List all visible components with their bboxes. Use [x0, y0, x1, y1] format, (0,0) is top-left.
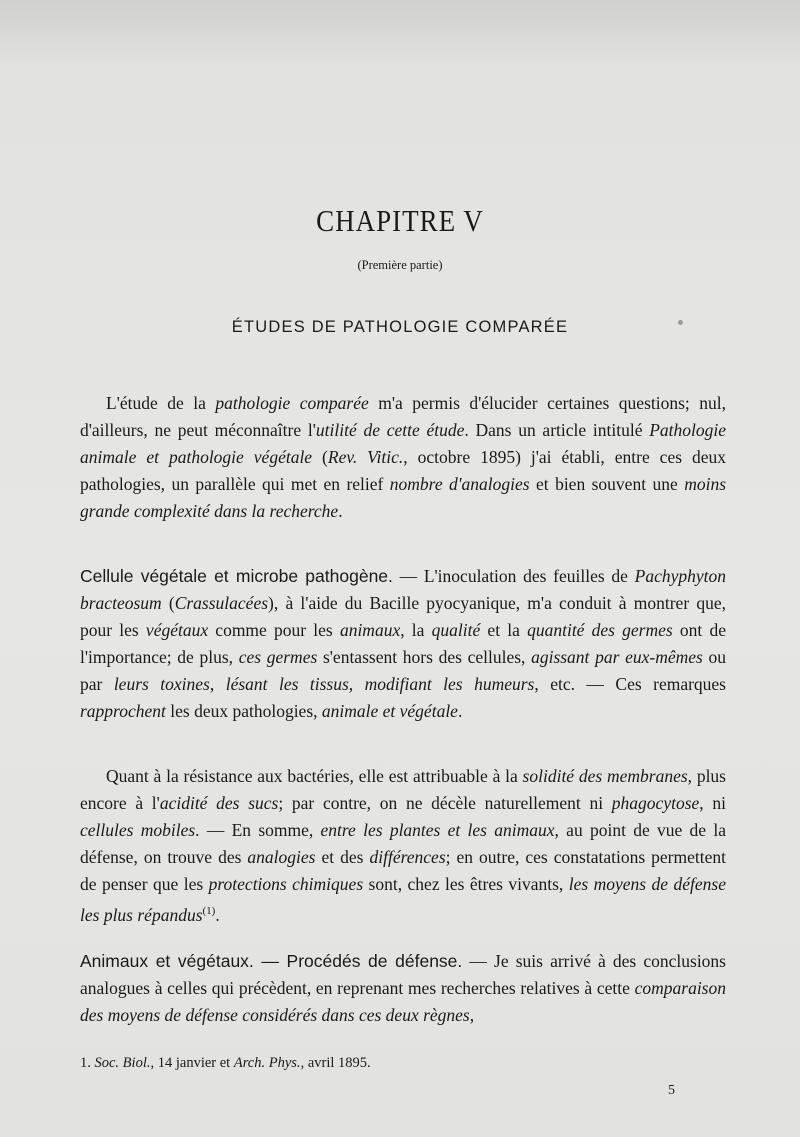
- resistance-paragraph: [80, 763, 726, 929]
- text-run: Je suis arrivé à des conclusions analogues à celles qui précèdent, en reprenant mes recherches relatives à cette: [80, 951, 726, 998]
- text-run: ; en outre, ces constatations permettent de penser que les: [80, 847, 726, 894]
- text-run: , plus encore à l': [80, 766, 726, 813]
- italic-run: pathologie comparée: [215, 393, 369, 413]
- text-run: (: [312, 447, 328, 467]
- footnote-ref: (1): [202, 905, 216, 917]
- italic-run: Crassulacées: [174, 593, 269, 613]
- italic-run: animale et végétale: [321, 701, 458, 721]
- text-run: et la: [480, 620, 528, 640]
- text-run: ou par: [80, 647, 727, 694]
- text-run: —: [392, 566, 424, 586]
- text-run: , etc. — Ces remarques: [534, 674, 726, 694]
- intro-paragraph: [80, 390, 726, 525]
- text-run: ; par contre, on ne décèle naturellement ni: [278, 793, 612, 813]
- section-heading: ÉTUDES DE PATHOLOGIE COMPARÉE: [231, 318, 569, 336]
- text-run: .: [338, 501, 343, 521]
- italic-run: les moyens de défense les plus répandus: [80, 874, 726, 925]
- chapter-title: CHAPITRE V: [316, 204, 484, 238]
- italic-run: Rev. Vitic.: [327, 447, 404, 467]
- text-run: L'étude de la: [106, 393, 216, 413]
- text-run: ,: [348, 674, 365, 694]
- italic-run: utilité de cette étude: [315, 420, 465, 440]
- cellule-paragraph: [80, 563, 726, 725]
- italic-run: Pathologie animale et pathologie végétale: [80, 420, 726, 467]
- italic-run: phagocytose: [611, 793, 700, 813]
- paragraph-heading: Cellule végétale et microbe pathogène.: [80, 566, 393, 586]
- text-run: . Dans un article intitulé: [464, 420, 650, 440]
- italic-run: lésant les tissus: [225, 674, 349, 694]
- text-run: , la: [400, 620, 432, 640]
- text-run: les deux pathologies,: [165, 701, 322, 721]
- italic-run: qualité: [431, 620, 481, 640]
- text-run: comme pour les: [208, 620, 340, 640]
- italic-run: agissant par eux-mêmes: [531, 647, 703, 667]
- text-run: ,: [469, 1005, 475, 1025]
- text-run: sont, chez les êtres vivants,: [363, 874, 569, 894]
- text-run: et bien souvent une: [529, 474, 685, 494]
- text-run: (: [161, 593, 175, 613]
- italic-run: comparaison des moyens de défense considérés dans ces deux règnes: [80, 978, 726, 1025]
- page-number: 5: [668, 1083, 675, 1098]
- italic-run: quantité des germes: [527, 620, 673, 640]
- footnote: [80, 1055, 726, 1072]
- italic-run: entre les plantes et les animaux: [320, 820, 555, 840]
- text-run: Quant à la résistance aux bactéries, elle est attribuable à la: [106, 766, 523, 786]
- text-run: ,: [209, 674, 226, 694]
- text-run: ont de l'importance; de plus,: [80, 620, 726, 667]
- text-run: , octobre 1895) j'ai établi, entre ces deux pathologies, un parallèle qui met en relief: [80, 447, 727, 494]
- italic-run: rapprochent: [80, 701, 166, 721]
- italic-run: différences: [369, 847, 446, 867]
- text-run: , ni: [699, 793, 726, 813]
- ink-speck: [678, 320, 683, 325]
- italic-run: animaux: [339, 620, 401, 640]
- text-run: .: [215, 904, 220, 925]
- chapter-subtitle: (Première partie): [357, 258, 443, 272]
- italic-run: Soc. Biol.: [94, 1055, 151, 1071]
- text-run: s'entassent hors des cellules,: [317, 647, 532, 667]
- italic-run: analogies: [247, 847, 316, 867]
- text-run: ), à l'aide du Bacille pyocyanique, m'a conduit à montrer que, pour les: [80, 593, 727, 640]
- text-run: L'inoculation des feuilles de: [423, 566, 635, 586]
- italic-run: protections chimiques: [208, 874, 364, 894]
- italic-run: nombre d'analogies: [389, 474, 530, 494]
- italic-run: leurs toxines: [113, 674, 210, 694]
- text-run: m'a permis d'élucider certaines questions; nul, d'ailleurs, ne peut méconnaître l': [80, 393, 727, 440]
- italic-run: solidité des membranes: [522, 766, 688, 786]
- text-run: , avril 1895.: [300, 1055, 371, 1071]
- italic-run: modifiant les humeurs: [364, 674, 535, 694]
- text-run: et des: [315, 847, 370, 867]
- italic-run: Arch. Phys.: [233, 1055, 301, 1071]
- text-run: . — En somme,: [195, 820, 321, 840]
- text-run: , au point de vue de la défense, on trouve des: [80, 820, 726, 867]
- italic-run: ces germes: [238, 647, 318, 667]
- italic-run: cellules mobiles: [80, 820, 196, 840]
- paragraph-heading: Animaux et végétaux. — Procédés de défense.: [80, 951, 463, 971]
- text-run: , 14 janvier et: [150, 1055, 234, 1071]
- italic-run: végétaux: [145, 620, 209, 640]
- text-run: .: [457, 701, 463, 721]
- text-run: —: [462, 951, 495, 971]
- animaux-paragraph: [80, 948, 726, 1029]
- italic-run: acidité des sucs: [159, 793, 279, 813]
- footnote-number: 1.: [80, 1055, 91, 1071]
- italic-run: Pachyphyton bracteosum: [80, 566, 726, 613]
- italic-run: moins grande complexité dans la recherche: [80, 474, 726, 521]
